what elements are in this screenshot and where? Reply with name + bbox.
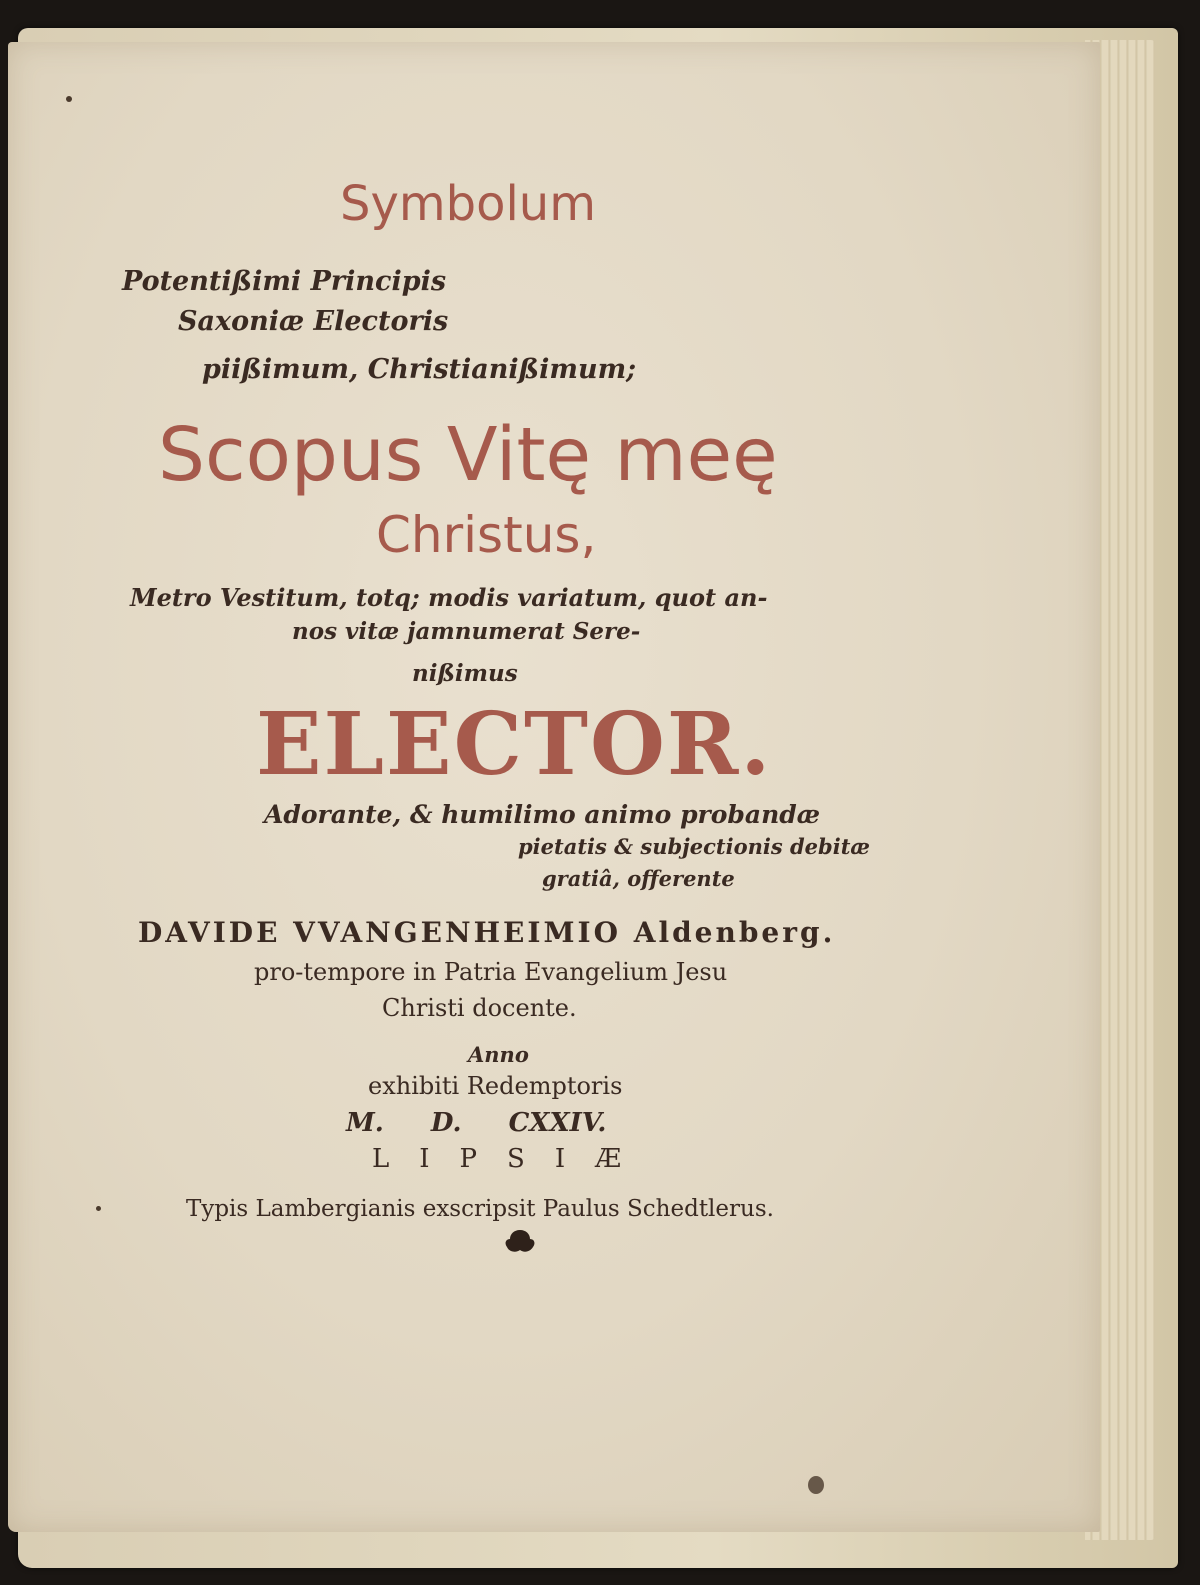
christus-heading: Christus, [376,506,597,564]
year-line: M. D. CXXIV. [346,1108,607,1138]
adorante-line-2: pietatis & subjectionis debitæ [518,834,870,859]
printer-flower-icon [500,1226,540,1256]
metro-line-1: Metro Vestitum, totq; modis variatum, quot an- [130,583,768,612]
saxoniae-line: Saxoniæ Electoris [178,306,449,337]
elector-heading: ELECTOR. [256,694,773,795]
ink-speck [66,96,72,102]
exhibiti-line: exhibiti Redemptoris [368,1072,623,1100]
metro-line-2: nos vitæ jamnumerat Sere- [292,618,641,645]
author-line-2: pro-tempore in Patria Evangelium Jesu [254,958,728,986]
metro-line-3: nißimus [412,660,518,687]
author-line-3: Christi docente. [382,994,577,1022]
motto-heading: Scopus Vitę meę [158,412,778,498]
symbolum-heading: Symbolum [340,176,596,232]
ink-speck [808,1476,824,1494]
adorante-line-1: Adorante, & humilimo animo probandæ [264,800,821,829]
anno-line: Anno [468,1042,529,1067]
printer-line: Typis Lambergianis exscripsit Paulus Schedtlerus. [186,1196,774,1222]
ink-speck [96,1206,101,1211]
place-line: LIPSIÆ [372,1144,652,1174]
adorante-line-3: gratiâ, offerente [542,866,735,891]
piissimum-line: piißimum, Christianißimum; [202,354,637,385]
author-line: DAVIDE VVANGENHEIMIO Aldenberg. [138,916,836,949]
potentissimi-line: Potentißimi Principis [122,266,447,297]
